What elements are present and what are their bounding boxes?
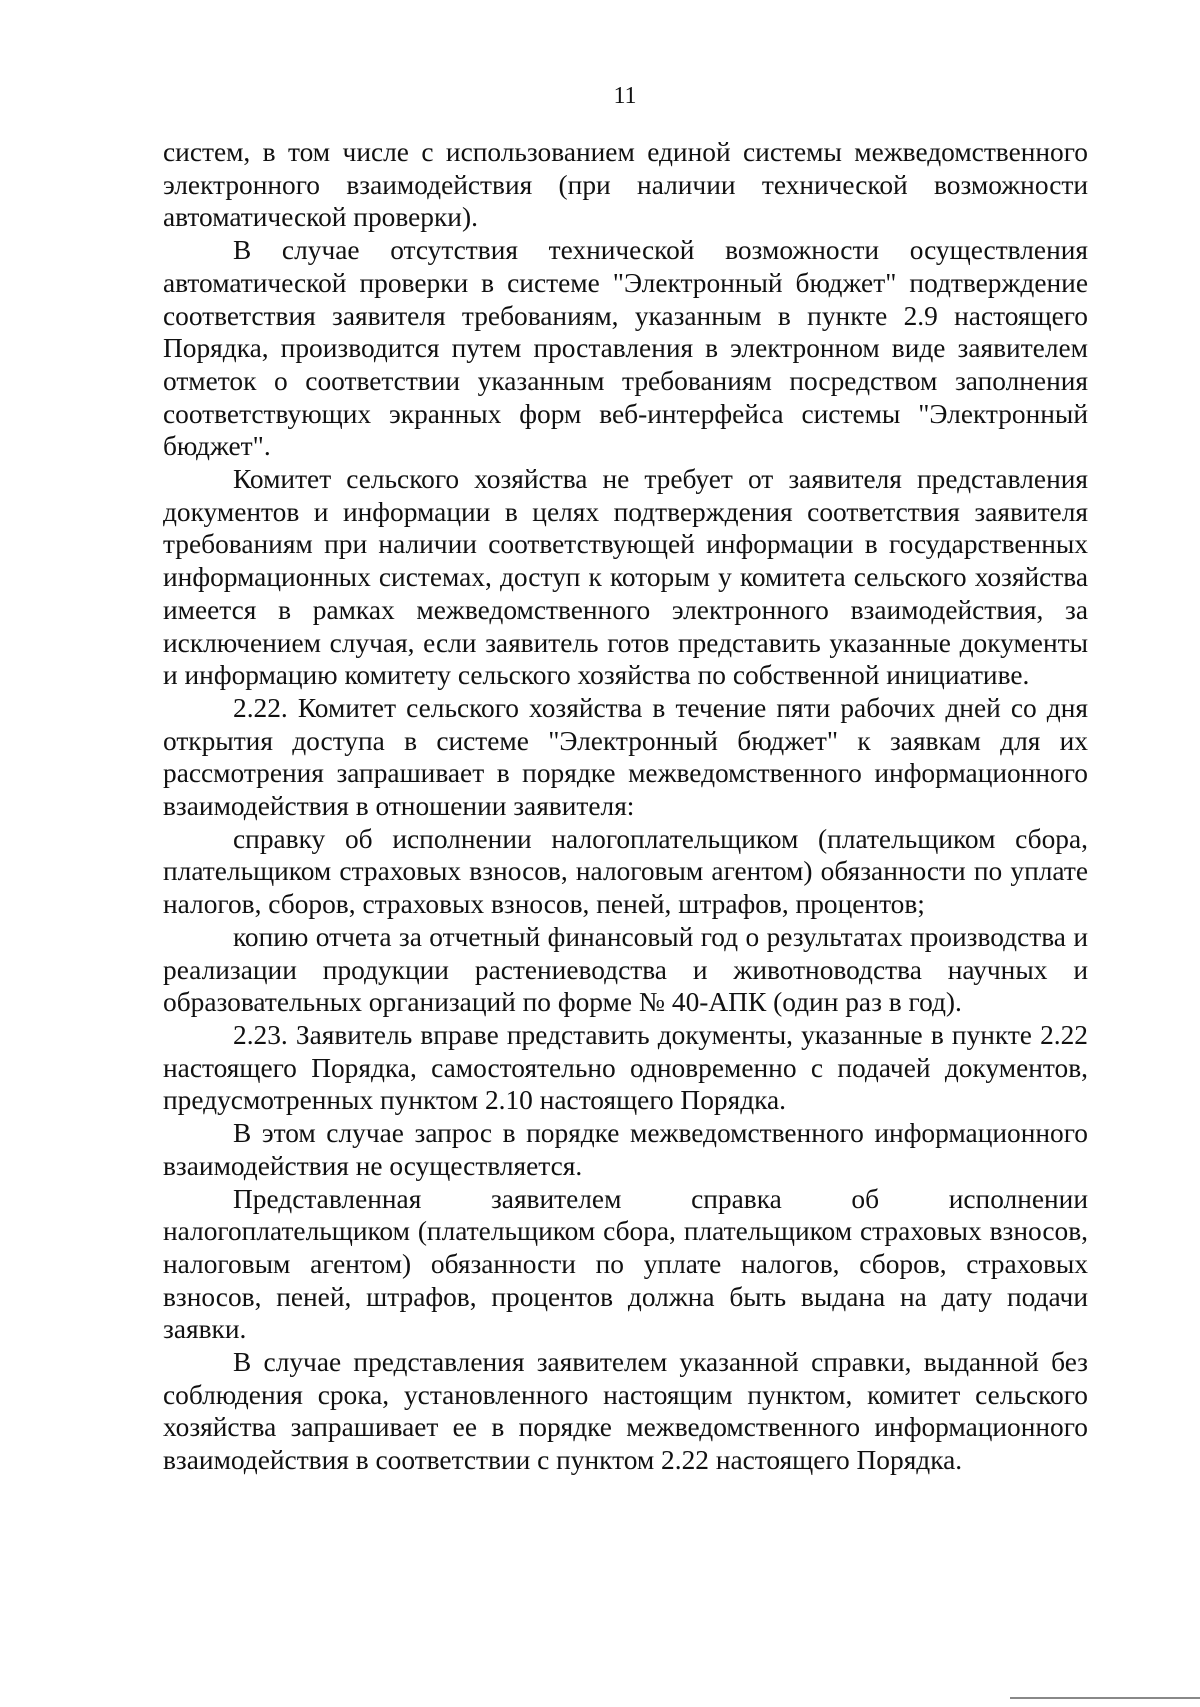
scan-edge-line (1010, 1697, 1200, 1699)
paragraph-certificate-date: Представленная заявителем справка об исполнении налогоплательщиком (плательщиком сбора, плательщиком страховых взносов, налоговым агентом) обязанности по уплате налогов, сборов, страховых взносов, пеней, штрафов, процентов должна быть выдана на дату подачи заявки. (163, 1183, 1088, 1345)
page-number: 11 (613, 83, 637, 109)
paragraph-no-tech-check: В случае отсутствия технической возможности осуществления автоматической проверки в системе "Электронный бюджет" подтверждение соответствия заявителя требованиям, указанным в пункте 2.9 настоящего Порядка, производится путем проставления в электронном виде заявителем отметок о соответствии указанным требованиям посредством заполнения соответствующих экранных форм веб-интерфейса системы "Электронный бюджет". (163, 235, 1088, 462)
paragraph-2-23: 2.23. Заявитель вправе представить документы, указанные в пункте 2.22 настоящего Порядка, самостоятельно одновременно с подачей документов, предусмотренных пунктом 2.10 настоящего Порядка. (163, 1019, 1088, 1116)
paragraph-certificate-late: В случае представления заявителем указанной справки, выданной без соблюдения срока, установленного настоящим пунктом, комитет сельского хозяйства запрашивает ее в порядке межведомственного информационного взаимодействия в соответствии с пунктом 2.22 настоящего Порядка. (163, 1347, 1088, 1476)
paragraph-tax-certificate: справку об исполнении налогоплательщиком (плательщиком сбора, плательщиком страховых взносов, налоговым агентом) обязанности по уплате налогов, сборов, страховых взносов, пеней, штрафов, процентов; (163, 823, 1088, 920)
paragraph-no-request: В этом случае запрос в порядке межведомственного информационного взаимодействия не осуществляется. (163, 1118, 1088, 1181)
paragraph-report-copy: копию отчета за отчетный финансовый год о результатах производства и реализации продукции растениеводства и животноводства научных и образовательных организаций по форме № 40-АПК (один раз в год). (163, 921, 1088, 1018)
document-body (163, 136, 1088, 1477)
paragraph-continuation: систем, в том числе с использованием единой системы межведомственного электронного взаимодействия (при наличии технической возможности автоматической проверки). (163, 137, 1088, 233)
paragraph-2-22: 2.22. Комитет сельского хозяйства в течение пяти рабочих дней со дня открытия доступа в системе "Электронный бюджет" к заявкам для их рассмотрения запрашивает в порядке межведомственного информационного взаимодействия в отношении заявителя: (163, 692, 1088, 822)
paragraph-committee-no-require: Комитет сельского хозяйства не требует от заявителя представления документов и информации в целях подтверждения соответствия заявителя требованиям при наличии соответствующей информации в государственных информационных системах, доступ к которым у комитета сельского хозяйства имеется в рамках межведомственного электронного взаимодействия, за исключением случая, если заявитель готов представить указанные документы и информацию комитету сельского хозяйства по собственной инициативе. (163, 464, 1088, 691)
